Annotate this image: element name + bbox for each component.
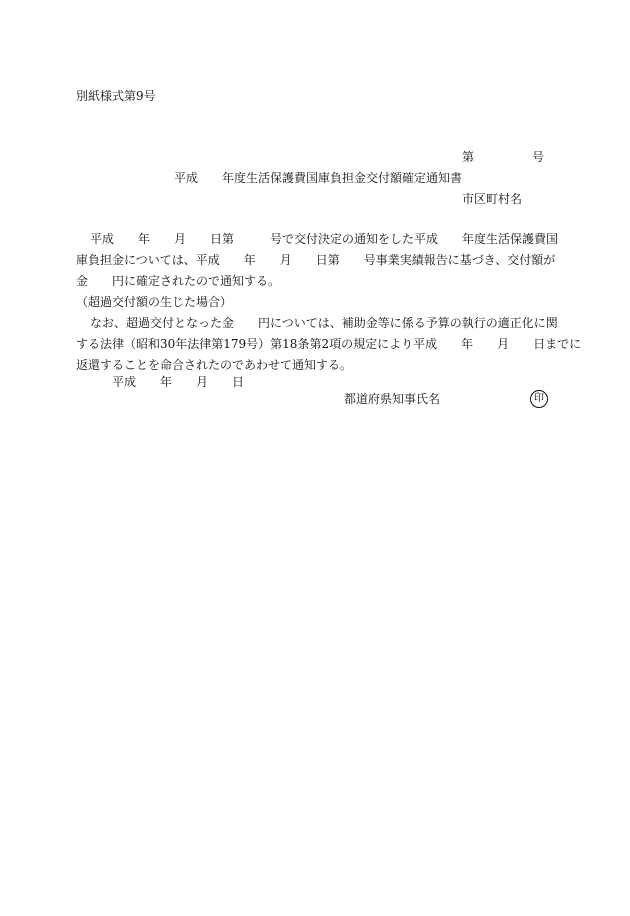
body-paragraph-1-line-2: 庫負担金については、平成 年 月 日第 号事業実績報告に基づき、交付額が: [76, 253, 556, 267]
form-number: 別紙様式第9号: [76, 89, 156, 103]
governor-signature: 都道府県知事氏名: [344, 392, 441, 406]
body-paragraph-2-line-1: なお、超過交付となった金 円については、補助金等に係る予算の執行の適正化に関: [90, 316, 558, 330]
body-paragraph-2-line-2: する法律（昭和30年法律第179号）第18条第2項の規定により平成 年 月 日までに: [76, 337, 582, 351]
seal-icon: 印: [530, 390, 548, 408]
body-paragraph-1-line-3: 金 円に確定されたので通知する。: [76, 274, 281, 288]
doc-number-go: 号: [532, 150, 545, 164]
body-paragraph-2-line-3: 返還することを命合されたのであわせて通知する。: [76, 358, 353, 372]
issue-date: 平成 年 月 日: [112, 375, 245, 389]
doc-number-dai: 第: [462, 150, 475, 164]
document-title: 平成 年度生活保護費国庫負担金交付額確定通知書: [174, 171, 463, 185]
body-paragraph-1-line-1: 平成 年 月 日第 号で交付決定の通知をした平成 年度生活保護費国: [90, 232, 559, 246]
recipient-name: 市区町村名: [462, 192, 523, 206]
note-heading: （超過交付額の生じた場合）: [76, 295, 233, 309]
